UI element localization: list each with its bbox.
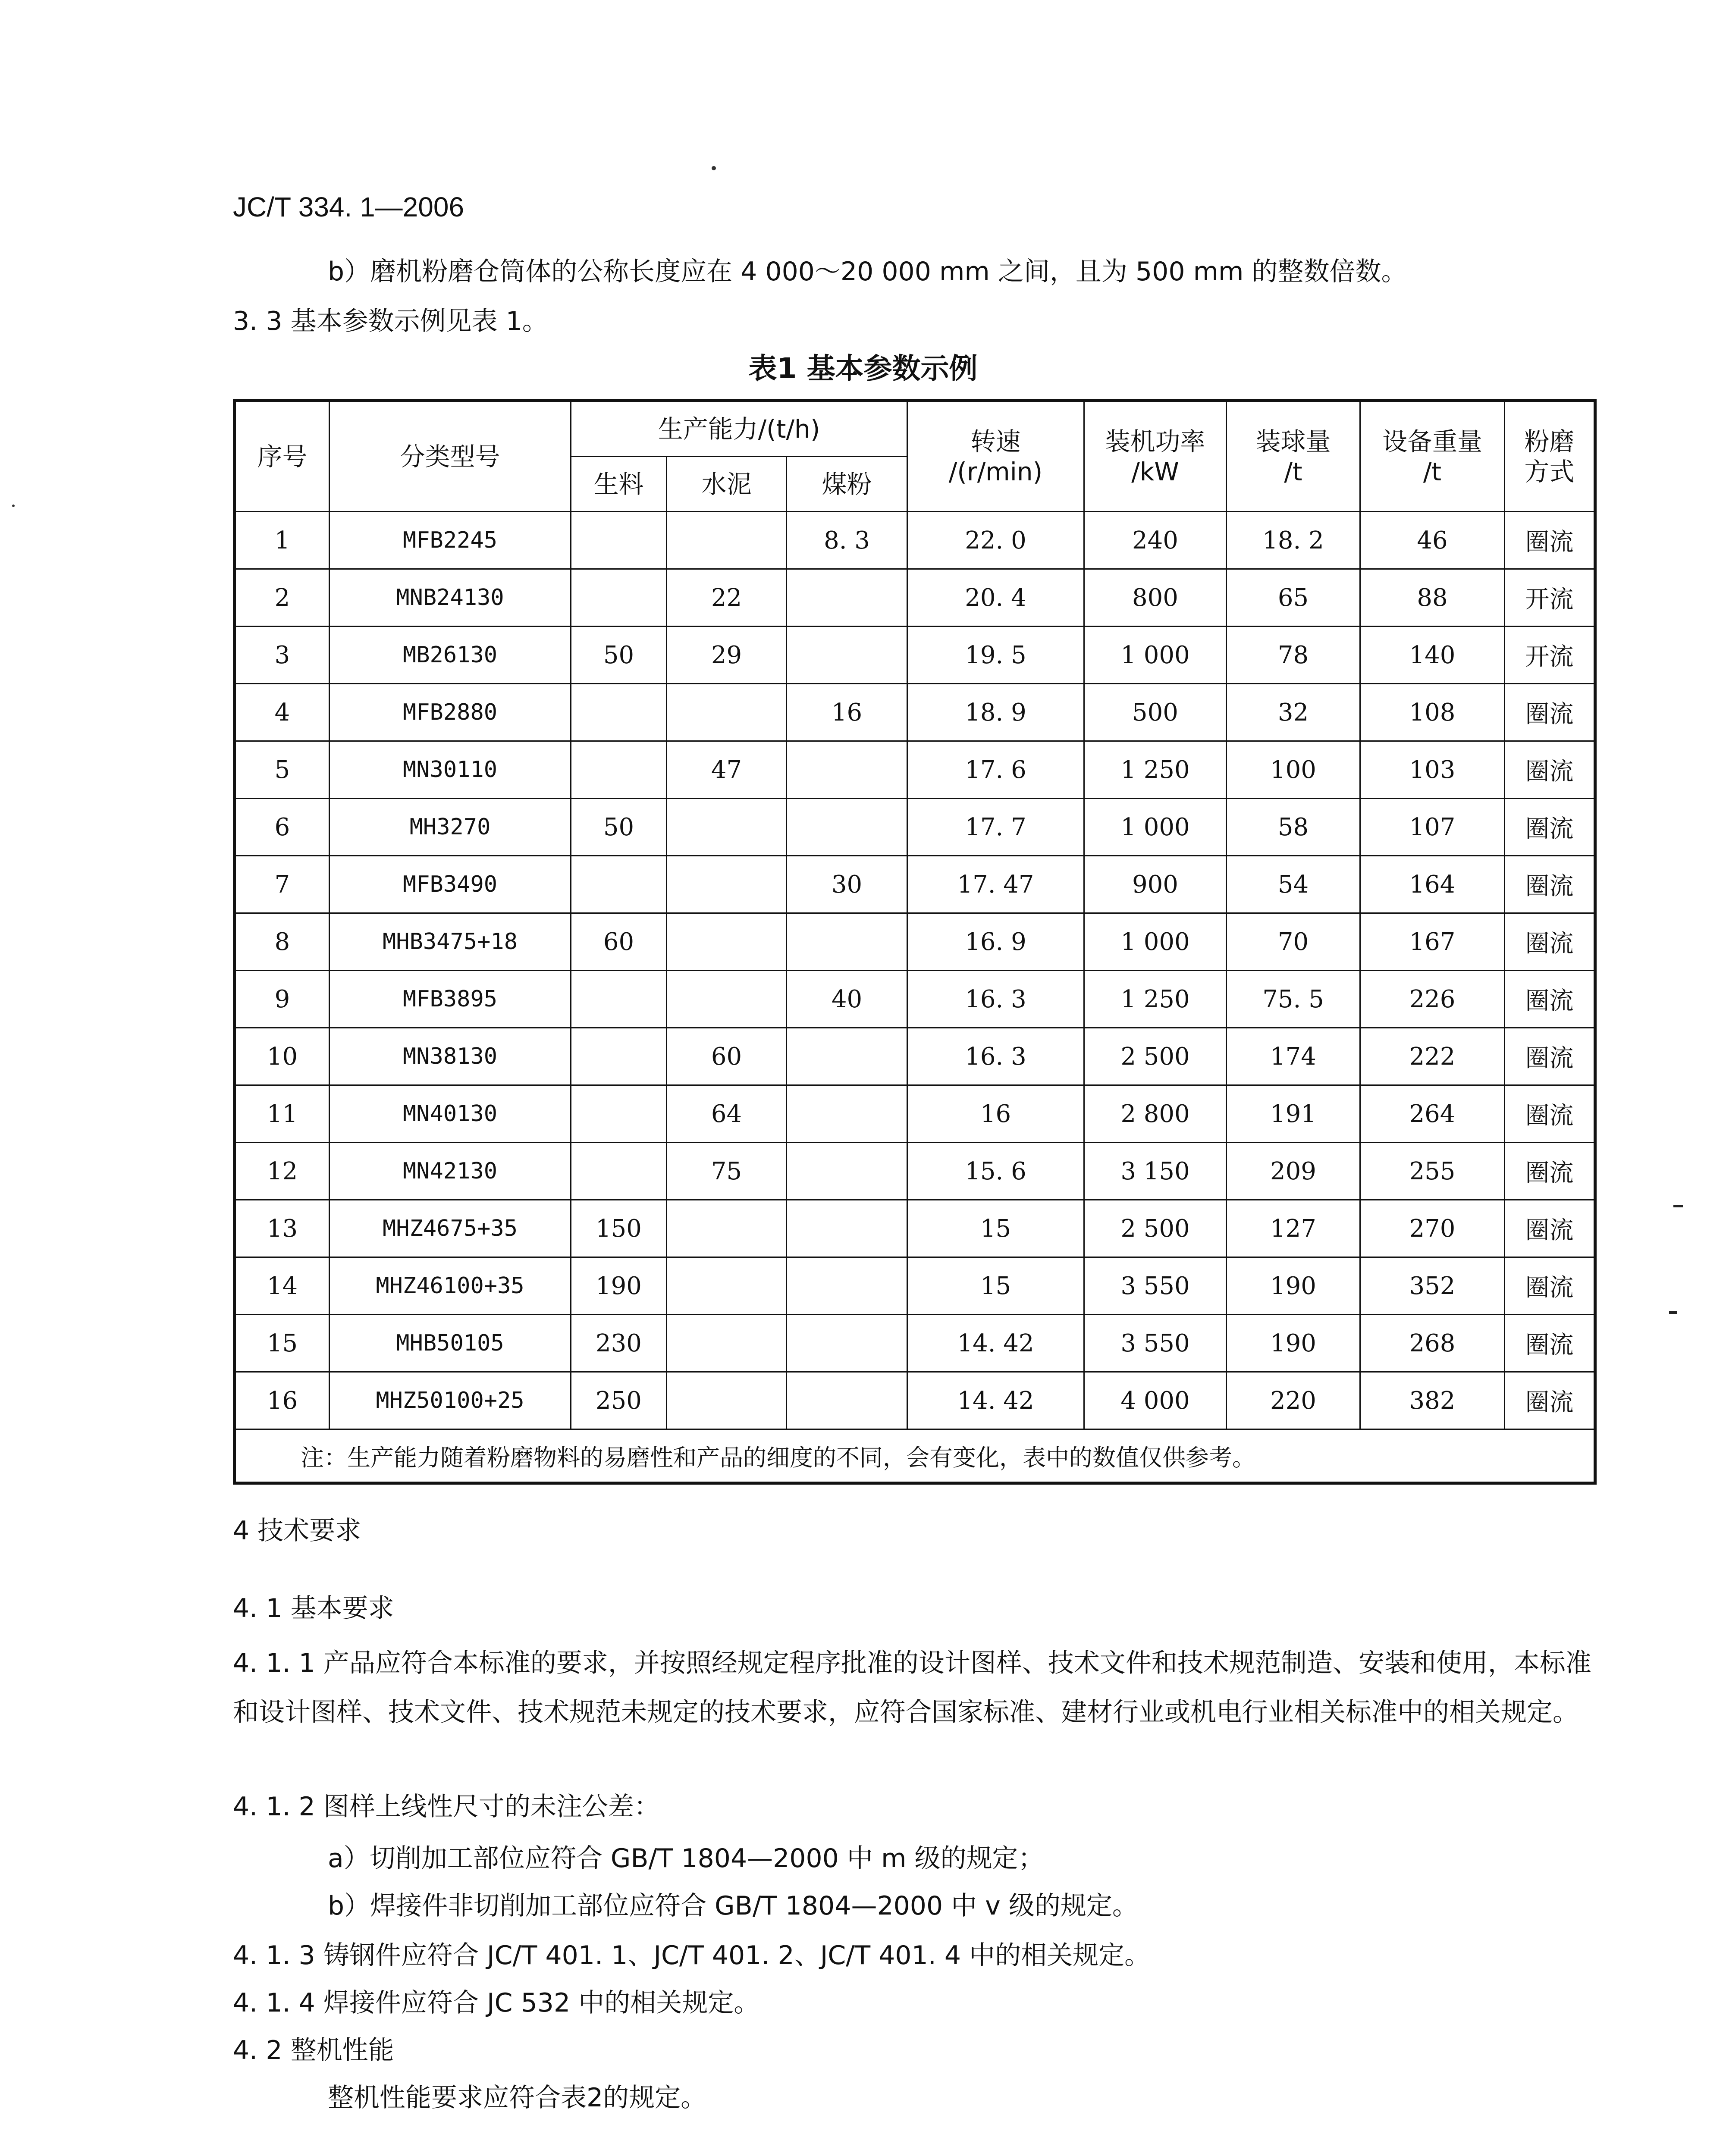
cell-ball-load: 190	[1227, 1315, 1360, 1372]
cell-ball-load: 100	[1227, 741, 1360, 799]
cell-model: MFB2880	[330, 684, 571, 741]
cell-weight: 382	[1360, 1372, 1505, 1429]
cell-model: MFB3490	[330, 856, 571, 913]
cell-power: 1 000	[1084, 627, 1227, 684]
cell-ball-load: 75. 5	[1227, 971, 1360, 1028]
cell-power: 2 500	[1084, 1200, 1227, 1257]
table-row	[235, 684, 1595, 741]
cell-raw-meal	[571, 684, 667, 741]
header-speed-unit: /(r/min)	[948, 457, 1043, 486]
cell-model: MH3270	[330, 799, 571, 856]
header-weight-label: 设备重量	[1382, 426, 1482, 456]
cell-cement	[667, 1372, 787, 1429]
cell-seq: 11	[235, 1085, 330, 1143]
cell-weight: 255	[1360, 1143, 1505, 1200]
cell-weight: 164	[1360, 856, 1505, 913]
cell-power: 2 800	[1084, 1085, 1227, 1143]
clause-4-1-2-a: a）切削加工部位应符合 GB/T 1804—2000 中 m 级的规定；	[328, 1843, 1044, 1874]
cell-grinding-mode: 圈流	[1505, 1085, 1595, 1143]
cell-grinding-mode: 开流	[1505, 627, 1595, 684]
cell-coal: 30	[787, 856, 907, 913]
cell-seq: 10	[235, 1028, 330, 1085]
cell-speed: 17. 47	[907, 856, 1084, 913]
cell-cement: 60	[667, 1028, 787, 1085]
header-weight-unit: /t	[1423, 457, 1442, 486]
cell-coal	[787, 1372, 907, 1429]
cell-raw-meal	[571, 512, 667, 569]
cell-coal	[787, 913, 907, 971]
cell-ball-load: 78	[1227, 627, 1360, 684]
cell-raw-meal	[571, 741, 667, 799]
clause-4-1-2: 4. 1. 2 图样上线性尺寸的未注公差：	[233, 1792, 660, 1822]
cell-speed: 15	[907, 1200, 1084, 1257]
clause-3-2-b: b）磨机粉磨仓筒体的公称长度应在 4 000～20 000 mm 之间，且为 500 mm 的整数倍数。	[328, 257, 1407, 287]
cell-seq: 6	[235, 799, 330, 856]
cell-power: 1 000	[1084, 799, 1227, 856]
cell-grinding-mode: 圈流	[1505, 1200, 1595, 1257]
clause-4-2-text: 整机性能要求应符合表2的规定。	[328, 2083, 707, 2113]
basic-parameters-table	[233, 399, 1597, 1485]
header-speed	[907, 401, 1084, 512]
table-row	[235, 1028, 1595, 1085]
section-4-2-heading: 4. 2 整机性能	[233, 2035, 394, 2065]
cell-raw-meal: 190	[571, 1257, 667, 1315]
cell-model: MN30110	[330, 741, 571, 799]
cell-speed: 15	[907, 1257, 1084, 1315]
cell-power: 500	[1084, 684, 1227, 741]
cell-grinding-mode: 圈流	[1505, 1028, 1595, 1085]
cell-weight: 88	[1360, 569, 1505, 627]
cell-raw-meal	[571, 1028, 667, 1085]
header-power-label: 装机功率	[1105, 426, 1205, 456]
clause-4-1-4: 4. 1. 4 焊接件应符合 JC 532 中的相关规定。	[233, 1988, 760, 2018]
scan-mark	[1673, 1205, 1683, 1207]
header-capacity: 生产能力/(t/h)	[571, 401, 907, 457]
header-ball-load	[1227, 401, 1360, 512]
cell-cement	[667, 1200, 787, 1257]
cell-weight: 46	[1360, 512, 1505, 569]
cell-seq: 5	[235, 741, 330, 799]
table-row	[235, 1372, 1595, 1429]
cell-seq: 4	[235, 684, 330, 741]
table-row	[235, 1143, 1595, 1200]
cell-coal	[787, 741, 907, 799]
header-speed-label: 转速	[970, 426, 1021, 456]
cell-speed: 20. 4	[907, 569, 1084, 627]
clause-4-1-2-b: b）焊接件非切削加工部位应符合 GB/T 1804—2000 中 v 级的规定。	[328, 1891, 1138, 1921]
cell-ball-load: 58	[1227, 799, 1360, 856]
cell-grinding-mode: 开流	[1505, 569, 1595, 627]
cell-speed: 14. 42	[907, 1372, 1084, 1429]
cell-cement: 75	[667, 1143, 787, 1200]
cell-power: 240	[1084, 512, 1227, 569]
cell-raw-meal: 60	[571, 913, 667, 971]
cell-coal	[787, 1257, 907, 1315]
table-row	[235, 1200, 1595, 1257]
cell-grinding-mode: 圈流	[1505, 799, 1595, 856]
cell-model: MHZ50100+25	[330, 1372, 571, 1429]
cell-speed: 16. 3	[907, 971, 1084, 1028]
table-row	[235, 856, 1595, 913]
cell-raw-meal: 150	[571, 1200, 667, 1257]
table-row	[235, 741, 1595, 799]
cell-coal	[787, 799, 907, 856]
cell-coal: 8. 3	[787, 512, 907, 569]
cell-coal	[787, 627, 907, 684]
cell-raw-meal	[571, 569, 667, 627]
cell-weight: 107	[1360, 799, 1505, 856]
cell-ball-load: 174	[1227, 1028, 1360, 1085]
cell-speed: 17. 7	[907, 799, 1084, 856]
cell-coal	[787, 1143, 907, 1200]
cell-coal	[787, 1085, 907, 1143]
cell-grinding-mode: 圈流	[1505, 1315, 1595, 1372]
cell-raw-meal: 50	[571, 627, 667, 684]
cell-raw-meal	[571, 1085, 667, 1143]
cell-power: 4 000	[1084, 1372, 1227, 1429]
header-seq: 序号	[235, 401, 330, 512]
table-body	[235, 512, 1595, 1483]
cell-model: MN40130	[330, 1085, 571, 1143]
table-note: 注：生产能力随着粉磨物料的易磨性和产品的细度的不同，会有变化，表中的数值仅供参考。	[235, 1429, 1595, 1483]
cell-weight: 108	[1360, 684, 1505, 741]
cell-model: MHB50105	[330, 1315, 571, 1372]
cell-model: MHZ4675+35	[330, 1200, 571, 1257]
cell-coal	[787, 569, 907, 627]
cell-model: MFB2245	[330, 512, 571, 569]
cell-raw-meal: 250	[571, 1372, 667, 1429]
cell-model: MHB3475+18	[330, 913, 571, 971]
cell-cement	[667, 971, 787, 1028]
cell-weight: 268	[1360, 1315, 1505, 1372]
cell-grinding-mode: 圈流	[1505, 741, 1595, 799]
header-ball-unit: /t	[1284, 457, 1302, 486]
cell-speed: 14. 42	[907, 1315, 1084, 1372]
header-cement: 水泥	[667, 457, 787, 512]
header-mode-top: 粉磨	[1524, 426, 1575, 456]
table-row	[235, 627, 1595, 684]
cell-weight: 270	[1360, 1200, 1505, 1257]
cell-grinding-mode: 圈流	[1505, 971, 1595, 1028]
cell-cement	[667, 1257, 787, 1315]
cell-power: 1 250	[1084, 741, 1227, 799]
table-row	[235, 1085, 1595, 1143]
cell-ball-load: 32	[1227, 684, 1360, 741]
cell-coal	[787, 1028, 907, 1085]
cell-ball-load: 54	[1227, 856, 1360, 913]
cell-power: 1 000	[1084, 913, 1227, 971]
cell-ball-load: 220	[1227, 1372, 1360, 1429]
cell-seq: 2	[235, 569, 330, 627]
cell-model: MFB3895	[330, 971, 571, 1028]
cell-ball-load: 65	[1227, 569, 1360, 627]
cell-grinding-mode: 圈流	[1505, 1143, 1595, 1200]
cell-cement	[667, 856, 787, 913]
cell-grinding-mode: 圈流	[1505, 1257, 1595, 1315]
cell-raw-meal	[571, 856, 667, 913]
cell-weight: 226	[1360, 971, 1505, 1028]
cell-speed: 17. 6	[907, 741, 1084, 799]
table-row	[235, 1257, 1595, 1315]
cell-power: 3 150	[1084, 1143, 1227, 1200]
cell-grinding-mode: 圈流	[1505, 512, 1595, 569]
cell-ball-load: 209	[1227, 1143, 1360, 1200]
cell-weight: 140	[1360, 627, 1505, 684]
standard-number: JC/T 334. 1—2006	[233, 191, 464, 222]
cell-seq: 14	[235, 1257, 330, 1315]
cell-grinding-mode: 圈流	[1505, 684, 1595, 741]
cell-coal	[787, 1200, 907, 1257]
table-row	[235, 971, 1595, 1028]
cell-speed: 18. 9	[907, 684, 1084, 741]
cell-seq: 9	[235, 971, 330, 1028]
cell-power: 2 500	[1084, 1028, 1227, 1085]
cell-seq: 7	[235, 856, 330, 913]
cell-seq: 16	[235, 1372, 330, 1429]
clause-4-1-3: 4. 1. 3 铸钢件应符合 JC/T 401. 1、JC/T 401. 2、JC/T 401. 4 中的相关规定。	[233, 1940, 1151, 1971]
clause-3-3: 3. 3 基本参数示例见表 1。	[233, 306, 548, 336]
cell-weight: 167	[1360, 913, 1505, 971]
header-power	[1084, 401, 1227, 512]
table-1-caption: 表1 基本参数示例	[748, 352, 978, 385]
cell-grinding-mode: 圈流	[1505, 913, 1595, 971]
cell-power: 1 250	[1084, 971, 1227, 1028]
cell-weight: 352	[1360, 1257, 1505, 1315]
cell-ball-load: 70	[1227, 913, 1360, 971]
cell-cement	[667, 799, 787, 856]
section-4-1-heading: 4. 1 基本要求	[233, 1593, 394, 1623]
header-weight	[1360, 401, 1505, 512]
cell-seq: 15	[235, 1315, 330, 1372]
cell-speed: 15. 6	[907, 1143, 1084, 1200]
cell-seq: 12	[235, 1143, 330, 1200]
cell-speed: 19. 5	[907, 627, 1084, 684]
cell-coal: 40	[787, 971, 907, 1028]
cell-model: MHZ46100+35	[330, 1257, 571, 1315]
cell-weight: 222	[1360, 1028, 1505, 1085]
cell-seq: 8	[235, 913, 330, 971]
cell-coal: 16	[787, 684, 907, 741]
cell-cement: 29	[667, 627, 787, 684]
cell-cement	[667, 1315, 787, 1372]
cell-cement	[667, 684, 787, 741]
cell-cement	[667, 512, 787, 569]
table-row	[235, 913, 1595, 971]
header-mode-bottom: 方式	[1524, 457, 1575, 486]
scan-mark	[1669, 1311, 1677, 1314]
table-row	[235, 569, 1595, 627]
cell-ball-load: 18. 2	[1227, 512, 1360, 569]
cell-seq: 1	[235, 512, 330, 569]
cell-cement: 22	[667, 569, 787, 627]
cell-raw-meal	[571, 1143, 667, 1200]
cell-ball-load: 191	[1227, 1085, 1360, 1143]
cell-cement: 47	[667, 741, 787, 799]
table-note-row	[235, 1429, 1595, 1483]
cell-model: MNB24130	[330, 569, 571, 627]
cell-model: MB26130	[330, 627, 571, 684]
section-4-heading: 4 技术要求	[233, 1516, 361, 1546]
clause-4-1-1: 4. 1. 1 产品应符合本标准的要求，并按照经规定程序批准的设计图样、技术文件和技术规范制造、安装和使用，本标准和设计图样、技术文件、技术规范未规定的技术要求，应符合国家标准、建材行业或机电行业相关标准中的相关规定。	[233, 1648, 1591, 1727]
cell-weight: 264	[1360, 1085, 1505, 1143]
header-grinding-mode	[1505, 401, 1595, 512]
cell-seq: 13	[235, 1200, 330, 1257]
cell-speed: 16. 9	[907, 913, 1084, 971]
cell-model: MN38130	[330, 1028, 571, 1085]
cell-cement: 64	[667, 1085, 787, 1143]
header-model: 分类型号	[330, 401, 571, 512]
cell-power: 800	[1084, 569, 1227, 627]
header-ball-label: 装球量	[1255, 426, 1331, 456]
cell-grinding-mode: 圈流	[1505, 1372, 1595, 1429]
scan-speck	[12, 505, 15, 507]
cell-cement	[667, 913, 787, 971]
cell-model: MN42130	[330, 1143, 571, 1200]
cell-coal	[787, 1315, 907, 1372]
cell-power: 3 550	[1084, 1257, 1227, 1315]
cell-weight: 103	[1360, 741, 1505, 799]
cell-speed: 22. 0	[907, 512, 1084, 569]
header-coal: 煤粉	[787, 457, 907, 512]
cell-raw-meal: 50	[571, 799, 667, 856]
cell-raw-meal	[571, 971, 667, 1028]
cell-grinding-mode: 圈流	[1505, 856, 1595, 913]
table-row	[235, 1315, 1595, 1372]
cell-power: 900	[1084, 856, 1227, 913]
cell-ball-load: 127	[1227, 1200, 1360, 1257]
cell-speed: 16	[907, 1085, 1084, 1143]
table-row	[235, 512, 1595, 569]
cell-ball-load: 190	[1227, 1257, 1360, 1315]
scan-speck	[712, 166, 716, 170]
cell-seq: 3	[235, 627, 330, 684]
cell-speed: 16. 3	[907, 1028, 1084, 1085]
header-raw-meal: 生料	[571, 457, 667, 512]
cell-raw-meal: 230	[571, 1315, 667, 1372]
cell-power: 3 550	[1084, 1315, 1227, 1372]
table-row	[235, 799, 1595, 856]
header-power-unit: /kW	[1131, 457, 1179, 486]
